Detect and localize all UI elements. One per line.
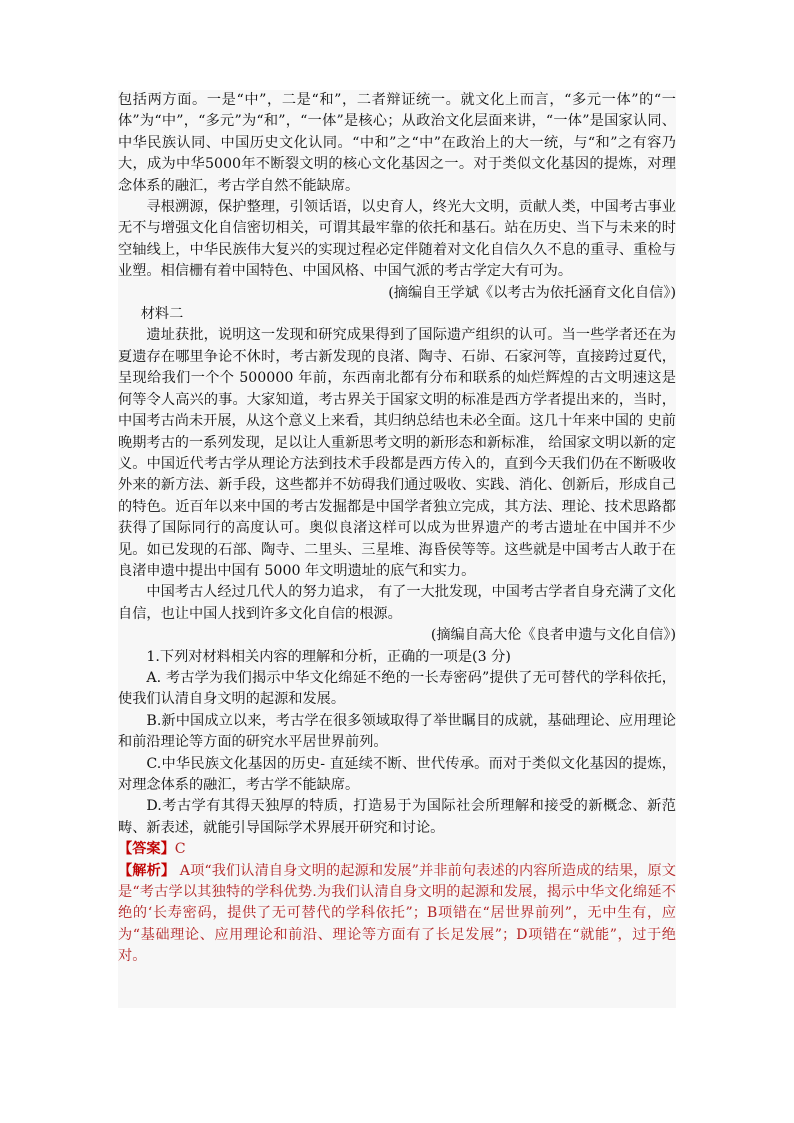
option-b: B.新中国成立以来，考古学在很多领域取得了举世瞩目的成就，基础理论、应用理论和前沿理论等方面的研究水平居世界前列。 — [118, 712, 676, 751]
answer-tag: 【答案】 — [118, 841, 175, 858]
paragraph-2: 寻根溯源，保护整理，引领话语，以史育人，终光大文明，贡献人类，中国考古事业无不与增强文化自信密切相关，可谓其最牢靠的依托和基石。站在历史、当下与未来的时空轴线上，中华民族伟大复兴的实现过程必定伴随着对文化自信久久不息的重寻、重检与业塑。相信栅有着中国特色、中国风格、中国气派的考古学定大有可为。 — [118, 199, 676, 280]
paragraph-4: 中国考古人经过几代人的努力追求， 有了一大批发现，中国考古学者自身充满了文化自信，也让中国人找到许多文化自信的根源。 — [118, 584, 676, 622]
analysis-tag: 【解析】 — [118, 862, 176, 879]
answer-value: C — [174, 841, 186, 858]
source-citation-2: (摘编自高大伦《良者申遗与文化自信》) — [430, 627, 676, 644]
answer-line — [118, 839, 676, 860]
paragraph-1: 包括两方面。一是“中”，二是“和”，二者辩证统一。就文化上而言，“多元一体”的“一体”为“中”，“多元”为“和”，“一体”是核心；从政治文化层面来讲，“一体”是国家认同、中华民族认同、中国历史文化认同。“中和”之“中”在政治上的大一统，与“和”之有容乃大，成为中华5000年不断裂文明的核心文化基因之一。对于类似文化基因的提炼，对理念体系的融汇，考古学自然不能缺席。 — [118, 92, 676, 194]
option-c: C.中华民族文化基因的历史- 直延续不断、世代传承。而对于类似文化基因的提炼，对理念体系的融汇，考古学不能缺席。 — [118, 755, 676, 793]
analysis-line — [118, 861, 676, 968]
question-stem: 1.下列对材料相关内容的理解和分析，正确的一项是(3 分) — [146, 648, 511, 665]
material-two-heading: 材料二 — [140, 306, 184, 323]
option-d: D.考古学有其得天独厚的特质，打造易于为国际社会所理解和接受的新概念、新范畴、新表述，就能引导国际学术界展开研究和讨论。 — [118, 798, 676, 836]
source-citation-1: (摘编自王学斌《以考古为依托涵育文化自信》) — [388, 284, 676, 301]
analysis-text: A项“我们认清自身文明的起源和发展”并非前句表述的内容所造成的结果，原文是“考古学以其独特的学科优势.为我们认清自身文明的起源和发展，揭示中华文化绵延不绝的‘长寿密码，提供了无可替代的学科依托”；B项错在“居世界前列”，无中生有，应为“基础理论、应用理论和前沿、理论等方面有了长足发展”；D项错在“就能”，过于绝对。 — [118, 862, 676, 965]
document-body — [118, 90, 676, 1008]
paragraph-3: 遗址获批，说明这一发现和研究成果得到了国际遗产组织的认可。当一些学者还在为夏遗存在哪里争论不休时，考古新发现的良渚、陶寺、石峁、石家河等，直接跨过夏代，呈现给我们一个个 500000 年前，东西南北都有分布和联系的灿烂辉煌的古文明速这是何等令人高兴的事。大家知道，考古界关于国家文明的标准是西方学者提出来的，当时，中国考古尚未开展，从这个意义上来看，其归纳总结也未必全面。这几十年来中国的 史前晚期考古的一系列发现，足以让人重新思考文明的新形态和新标准， 给国家文明以新的定义。中国近代考古学从理论方法到技术手段都是西方传入的，直到今天我们仍在不断吸收外来的新方法、新手段，这些都并不妨碍我们通过吸收、实践、消化、创新后，形成自己的特色。近百年以来中国的考古发掘都是中国学者独立完成，其方法、理论、技术思路都获得了国际同行的高度认可。奥似良渚这样可以成为世界遗产的考古遗址在中国并不少见。如已发现的石部、陶寺、二里头、三星堆、海昏侯等等。这些就是中国考古人敢于在良渚申遗中提出中国有 5000 年文明遗址的底气和实力。 — [118, 327, 676, 579]
option-a: A. 考古学为我们揭示中华文化绵延不绝的一长寿密码”提供了无可替代的学科依托，使我们认清自身文明的起源和发展。 — [118, 669, 676, 708]
